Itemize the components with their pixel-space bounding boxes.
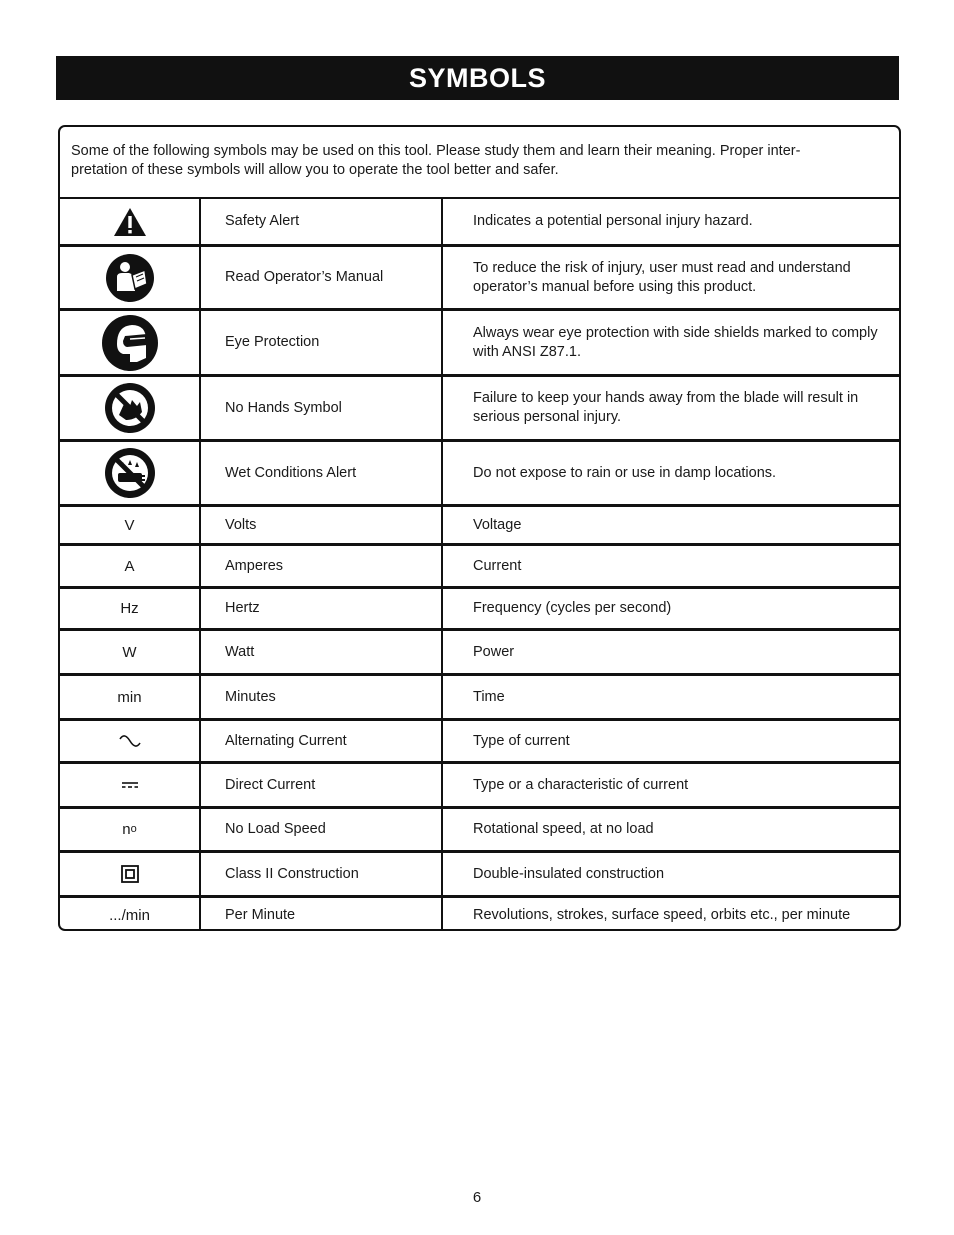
- table-row: [60, 377, 899, 442]
- symbol-subscript: o: [130, 823, 137, 835]
- symbol-name: No Load Speed: [201, 809, 443, 850]
- symbol-description: Always wear eye protection with side shields marked to comply with ANSI Z87.1.: [473, 324, 878, 360]
- symbol-abbreviation: [60, 809, 201, 850]
- table-row: [60, 764, 899, 809]
- table-row: [60, 507, 899, 546]
- table-row: [60, 589, 899, 631]
- symbol-abbreviation: .../min: [60, 898, 201, 931]
- symbol-description: Double-insulated construction: [473, 865, 665, 882]
- symbol-description: Rotational speed, at no load: [473, 821, 654, 837]
- table-row: [60, 853, 899, 898]
- intro-line-2: pretation of these symbols will allow you to operate the tool better and safer.: [71, 162, 559, 178]
- symbol-abbreviation: V: [60, 507, 201, 543]
- symbol-name: Per Minute: [201, 898, 443, 931]
- symbol-name: Wet Conditions Alert: [201, 442, 443, 504]
- symbol-description: Revolutions, strokes, surface speed, orbits etc., per minute: [473, 906, 851, 923]
- symbol-name: Minutes: [201, 676, 443, 718]
- symbol-name: Direct Current: [201, 764, 443, 806]
- table-row: [60, 247, 899, 311]
- table-row: [60, 676, 899, 721]
- symbol-name: Watt: [201, 631, 443, 673]
- table-row: [60, 311, 899, 377]
- table-row: [60, 199, 899, 247]
- symbol-description: Type or a characteristic of current: [473, 776, 689, 793]
- class-two-construction-icon: [60, 853, 201, 895]
- symbol-name: Volts: [201, 507, 443, 543]
- symbol-description: Frequency (cycles per second): [473, 600, 672, 616]
- symbol-name: Eye Protection: [201, 311, 443, 374]
- symbols-banner: [56, 56, 899, 100]
- symbol-abbreviation: W: [60, 631, 201, 673]
- alternating-current-icon: [60, 721, 201, 761]
- table-row: [60, 442, 899, 507]
- symbol-main: n: [122, 821, 131, 838]
- symbol-description: Current: [473, 557, 522, 574]
- symbol-name: Class II Construction: [201, 853, 443, 895]
- page-number: 6: [472, 1189, 482, 1206]
- symbol-abbreviation: min: [60, 676, 201, 718]
- table-row: [60, 721, 899, 764]
- symbol-name: Alternating Current: [201, 721, 443, 761]
- symbol-name: Hertz: [201, 589, 443, 628]
- symbol-name: Safety Alert: [201, 199, 443, 244]
- symbol-name: No Hands Symbol: [201, 377, 443, 439]
- symbol-description: Failure to keep your hands away from the blade will result in serious personal injury.: [473, 390, 859, 425]
- table-row: [60, 631, 899, 676]
- symbol-description: Indicates a potential personal injury hazard.: [473, 213, 753, 229]
- eye-protection-icon: [60, 311, 201, 374]
- symbol-name: Read Operator’s Manual: [201, 247, 443, 308]
- no-hands-icon: [60, 377, 201, 439]
- symbol-abbreviation: A: [60, 546, 201, 586]
- symbol-description: To reduce the risk of injury, user must read and understand operator’s manual before using this product.: [473, 259, 851, 295]
- direct-current-icon: [60, 764, 201, 806]
- symbol-name: Amperes: [201, 546, 443, 586]
- symbol-abbreviation: Hz: [60, 589, 201, 628]
- table-row: [60, 898, 899, 931]
- table-row: [60, 809, 899, 853]
- symbol-description: Time: [473, 688, 505, 705]
- symbol-description: Type of current: [473, 732, 570, 749]
- read-manual-icon: [60, 247, 201, 308]
- intro-line-1: Some of the following symbols may be used on this tool. Please study them and learn their meaning. Proper inter-: [71, 143, 801, 159]
- wet-conditions-icon: [60, 442, 201, 504]
- intro-paragraph: [60, 127, 899, 199]
- safety-alert-icon: [60, 199, 201, 244]
- table-row: [60, 546, 899, 589]
- section-title: SYMBOLS: [408, 62, 546, 93]
- symbol-description: Voltage: [473, 516, 522, 533]
- symbol-description: Do not expose to rain or use in damp locations.: [473, 464, 777, 481]
- symbol-description: Power: [473, 643, 515, 660]
- symbols-table: [58, 125, 901, 931]
